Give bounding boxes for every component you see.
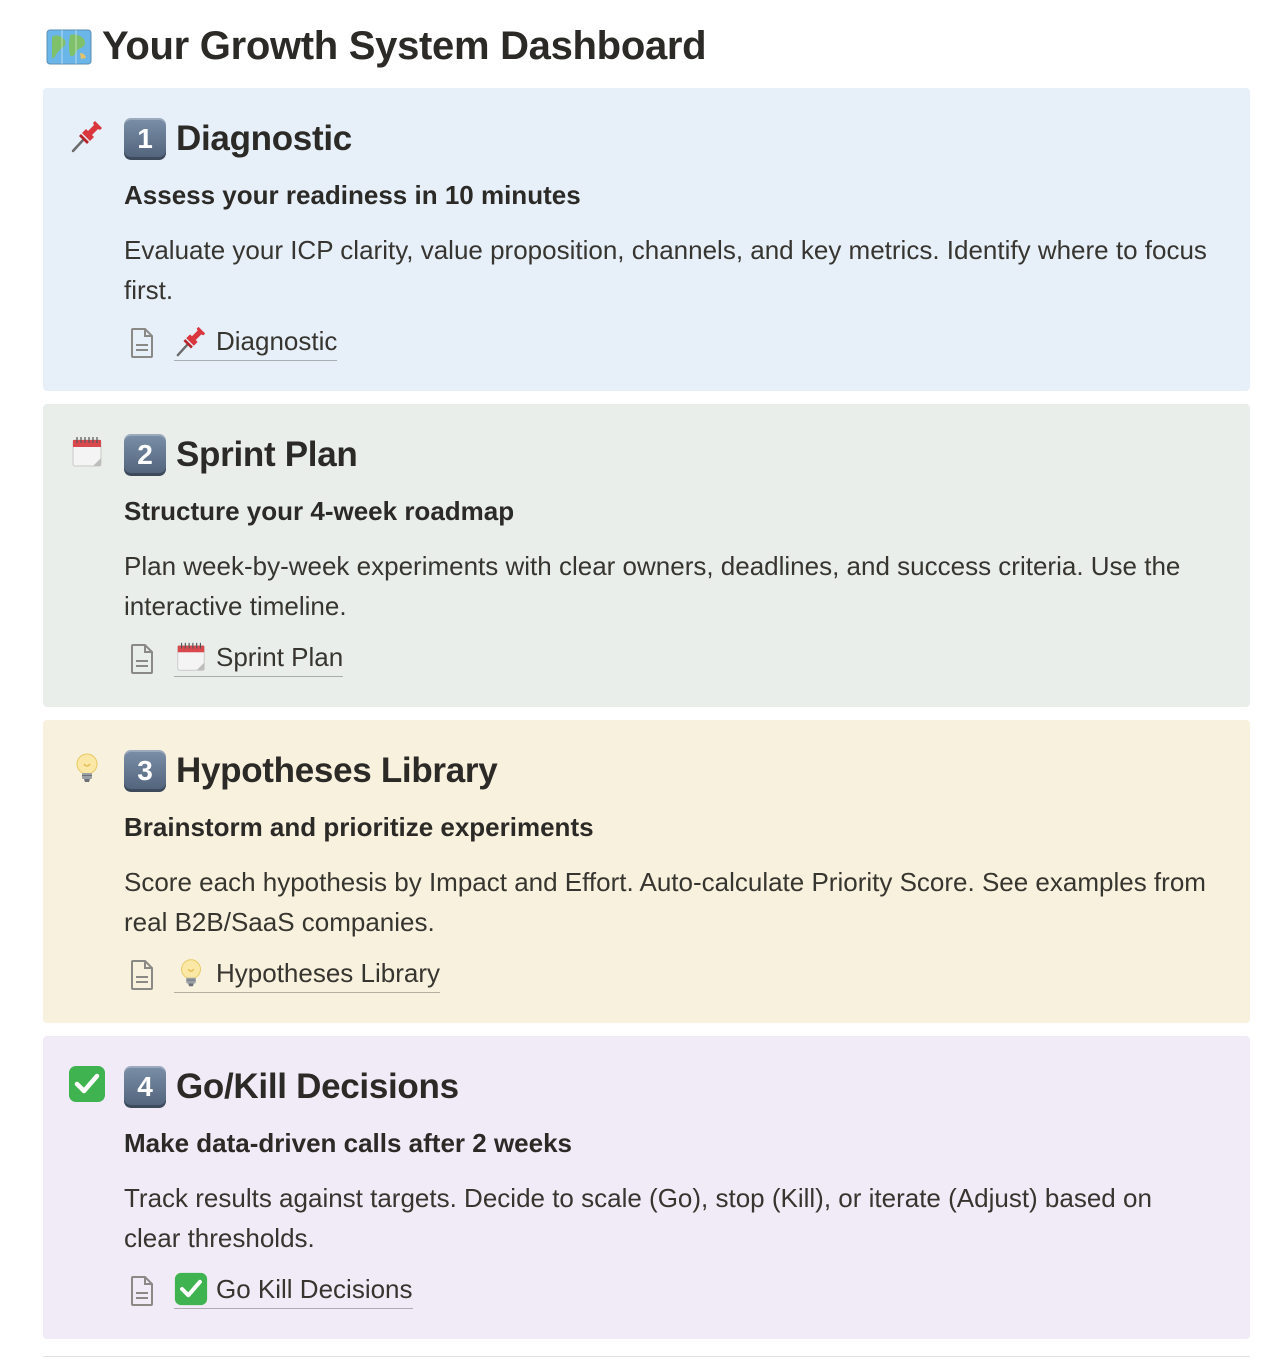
keycap-number-icon: 3 xyxy=(124,750,166,792)
page-link-hypotheses-library[interactable] xyxy=(174,956,440,993)
pushpin-icon xyxy=(174,324,208,358)
page-link-label: Hypotheses Library xyxy=(216,957,440,988)
callout-sprint-plan xyxy=(43,404,1250,707)
check-mark-icon xyxy=(67,1064,107,1104)
section-title: Sprint Plan xyxy=(176,435,358,474)
section-header xyxy=(124,1066,459,1108)
section-description: Plan week-by-week experiments with clear owners, deadlines, and success criteria. Use the interactive timeline. xyxy=(124,551,1181,621)
section-subtitle: Make data-driven calls after 2 weeks xyxy=(124,1128,573,1158)
page-link-label: Sprint Plan xyxy=(216,641,344,672)
lightbulb-icon xyxy=(174,956,208,990)
check-mark-icon xyxy=(174,1272,208,1306)
document-icon xyxy=(124,957,160,993)
page-title-text: Your Growth System Dashboard xyxy=(102,24,707,68)
callout-diagnostic xyxy=(43,88,1250,391)
callout-go-kill-decisions xyxy=(43,1036,1250,1339)
document-icon xyxy=(124,325,160,361)
page-link-label: Go Kill Decisions xyxy=(216,1273,413,1304)
page-link-row xyxy=(124,956,440,993)
section-subtitle: Assess your readiness in 10 minutes xyxy=(124,180,581,210)
document-icon xyxy=(124,1273,160,1309)
section-header xyxy=(124,750,497,792)
page-link-diagnostic[interactable] xyxy=(174,324,337,361)
section-description: Score each hypothesis by Impact and Effort. Auto-calculate Priority Score. See examples from real B2B/SaaS companies. xyxy=(124,867,1206,937)
page-link-sprint-plan[interactable] xyxy=(174,640,343,677)
page-link-label: Diagnostic xyxy=(216,325,338,356)
page-link-row xyxy=(124,324,337,361)
section-subtitle: Brainstorm and prioritize experiments xyxy=(124,812,594,842)
section-header xyxy=(124,434,357,476)
keycap-number-icon: 2 xyxy=(124,434,166,476)
callout-hypotheses-library xyxy=(43,720,1250,1023)
page-link-row xyxy=(124,640,343,677)
keycap-number-icon: 4 xyxy=(124,1066,166,1108)
section-subtitle: Structure your 4-week roadmap xyxy=(124,496,515,526)
keycap-number-icon: 1 xyxy=(124,118,166,160)
section-title: Go/Kill Decisions xyxy=(176,1067,459,1106)
section-description: Evaluate your ICP clarity, value proposition, channels, and key metrics. Identify where to focus first. xyxy=(124,235,1207,305)
section-title: Diagnostic xyxy=(176,119,352,158)
map-icon xyxy=(46,27,92,67)
section-description: Track results against targets. Decide to scale (Go), stop (Kill), or iterate (Adjust) based on clear thresholds. xyxy=(124,1183,1152,1253)
section-title: Hypotheses Library xyxy=(176,751,498,790)
calendar-icon xyxy=(67,432,107,472)
section-header xyxy=(124,118,352,160)
divider xyxy=(43,1356,1250,1357)
page-title xyxy=(46,24,706,69)
lightbulb-icon xyxy=(67,748,107,788)
page-link-row xyxy=(124,1272,413,1309)
page-link-go-kill-decisions[interactable] xyxy=(174,1272,413,1309)
pushpin-icon xyxy=(67,116,107,156)
document-icon xyxy=(124,641,160,677)
calendar-icon xyxy=(174,640,208,674)
